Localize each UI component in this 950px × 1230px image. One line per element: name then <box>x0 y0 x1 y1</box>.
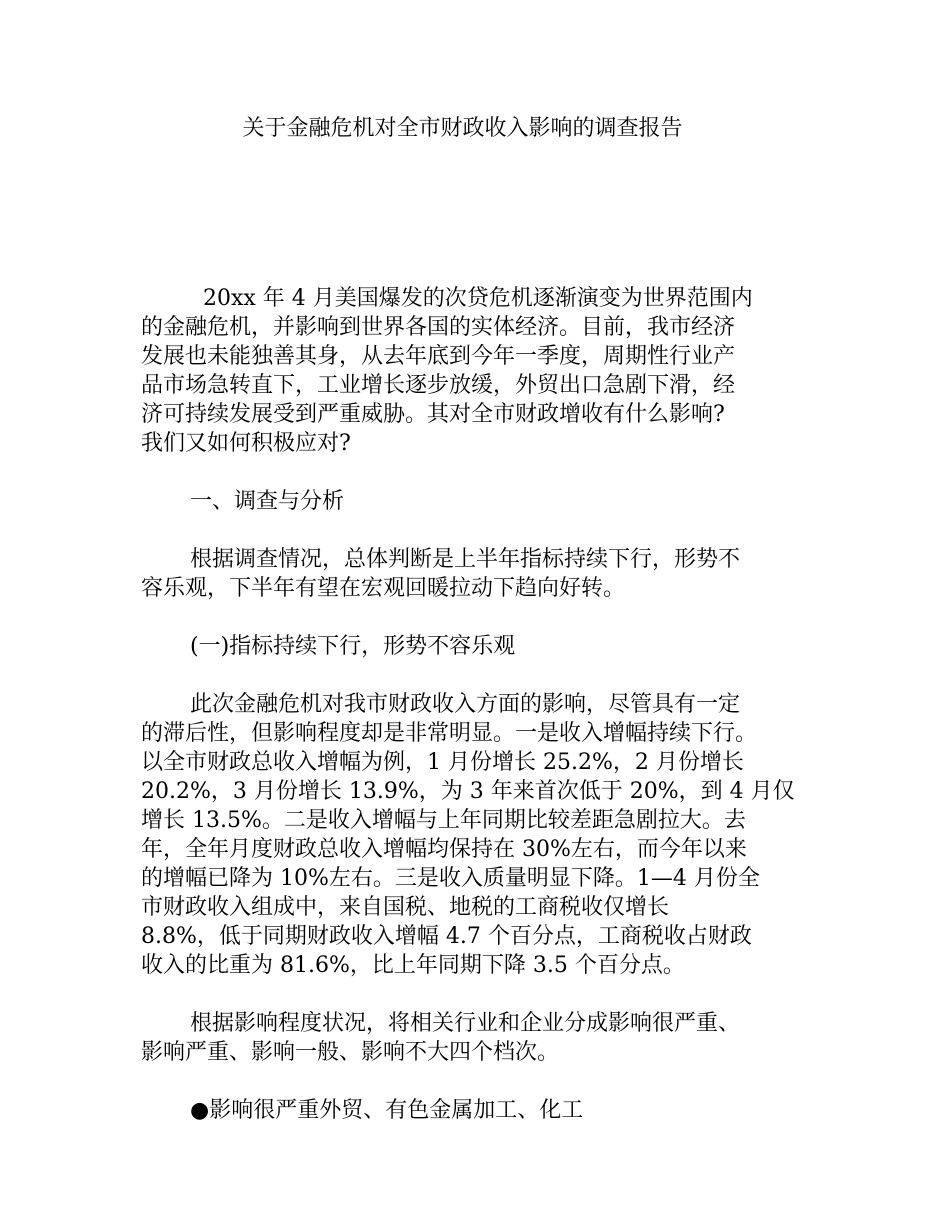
section-heading <box>141 487 813 516</box>
document-title: 关于金融危机对全市财政收入影响的调查报告 <box>242 116 683 141</box>
paragraph-line: 发展也未能独善其身，从去年底到今年一季度，周期性行业产 <box>141 344 736 369</box>
heading-line: (一)指标持续下行，形势不容乐观 <box>190 634 516 659</box>
paragraph-line: 年，全年月度财政总收入增幅均保持在 30%左右，而今年以来 <box>141 837 747 862</box>
document-body <box>141 284 813 1154</box>
paragraph-line: 增长 13.5%。二是收入增幅与上年同期比较差距急剧拉大。去 <box>141 808 746 833</box>
paragraph-analysis <box>141 690 813 980</box>
paragraph-line: 收入的比重为 81.6%，比上年同期下降 3.5 个百分点。 <box>141 953 685 978</box>
paragraph-classification <box>141 1009 813 1067</box>
bullet-line: ●影响很严重外贸、有色金属加工、化工 <box>190 1098 584 1123</box>
paragraph-line: 的增幅已降为 10%左右。三是收入质量明显下降。1—4 月份全 <box>141 866 760 891</box>
paragraph-line: 的金融危机，并影响到世界各国的实体经济。目前，我市经济 <box>141 315 736 340</box>
bullet-item <box>141 1096 813 1125</box>
paragraph-line: 此次金融危机对我市财政收入方面的影响，尽管具有一定 <box>190 692 741 717</box>
paragraph-line: 根据影响程度状况，将相关行业和企业分成影响很严重、 <box>190 1011 741 1036</box>
paragraph-intro <box>141 284 813 458</box>
paragraph-line: 8.8%，低于同期财政收入增幅 4.7 个百分点，工商税收占财政 <box>141 924 752 949</box>
paragraph-summary <box>141 545 813 603</box>
paragraph-line: 品市场急转直下，工业增长逐步放缓，外贸出口急剧下滑，经 <box>141 373 736 398</box>
heading-line: 一、调查与分析 <box>190 489 345 514</box>
paragraph-line: 以全市财政总收入增幅为例，1 月份增长 25.2%，2 月份增长 <box>141 750 744 775</box>
paragraph-line: 20xx 年 4 月美国爆发的次贷危机逐渐演变为世界范围内 <box>203 286 753 311</box>
subsection-heading <box>141 632 813 661</box>
paragraph-line: 市财政收入组成中，来自国税、地税的工商税收仅增长 <box>141 895 670 920</box>
paragraph-line: 容乐观，下半年有望在宏观回暖拉动下趋向好转。 <box>141 576 626 601</box>
paragraph-line: 我们又如何积极应对? <box>141 431 351 456</box>
paragraph-line: 20.2%，3 月份增长 13.9%，为 3 年来首次低于 20%，到 4 月仅 <box>141 779 795 804</box>
paragraph-line: 根据调查情况，总体判断是上半年指标持续下行，形势不 <box>190 547 741 572</box>
paragraph-line: 影响严重、影响一般、影响不大四个档次。 <box>141 1040 560 1065</box>
paragraph-line: 济可持续发展受到严重威胁。其对全市财政增收有什么影响? <box>141 402 725 427</box>
paragraph-line: 的滞后性，但影响程度却是非常明显。一是收入增幅持续下行。 <box>141 721 758 746</box>
